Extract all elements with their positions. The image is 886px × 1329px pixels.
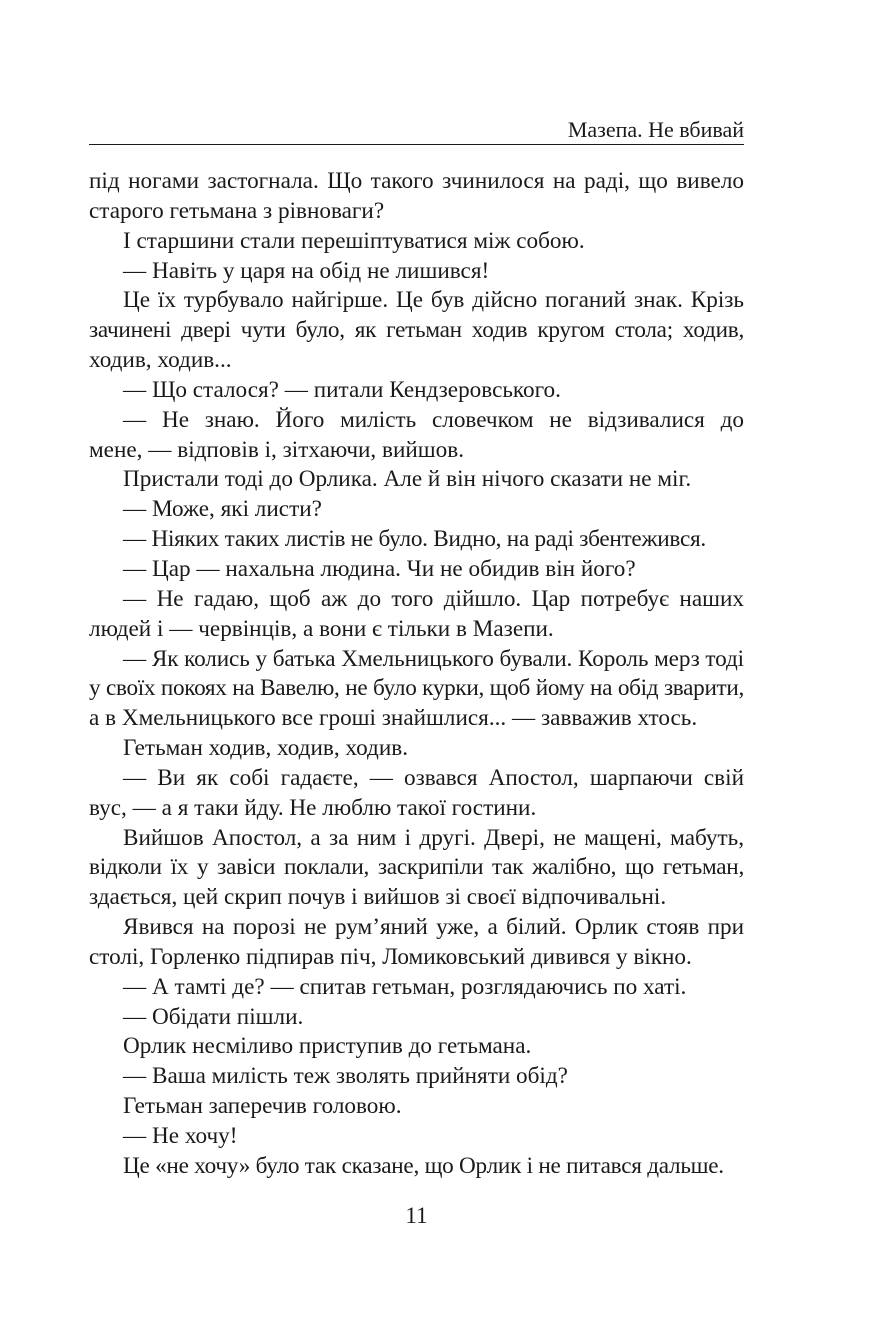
paragraph-line: людей і — червінців, а вони є тільки в Мазепи. bbox=[89, 615, 554, 642]
paragraph-line: мене, — відповів і, зітхаючи, вийшов. bbox=[89, 436, 464, 463]
paragraph-line: у своїх покоях на Вавелю, не було курки, щоб йому на обід зварити, bbox=[89, 675, 744, 702]
paragraph-line: — А тамті де? — спитав гетьман, розглядаючись по хаті. bbox=[123, 973, 687, 1000]
body-text bbox=[89, 167, 744, 1182]
paragraph-line: — Обідати пішли. bbox=[123, 1003, 304, 1030]
paragraph-line: — Цар — нахальна людина. Чи не обидив він його? bbox=[123, 555, 636, 582]
header-rule bbox=[89, 144, 744, 145]
paragraph-line: Орлик несміливо приступив до гетьмана. bbox=[123, 1033, 532, 1060]
paragraph-line: ходив, ходив... bbox=[89, 347, 232, 374]
paragraph-line: Пристали тоді до Орлика. Але й він нічого сказати не міг. bbox=[123, 466, 692, 493]
paragraph-line: — Не гадаю, щоб аж до того дійшло. Цар потребує наших bbox=[123, 585, 744, 612]
paragraph-line: І старшини стали перешіптуватися між собою. bbox=[123, 227, 585, 254]
paragraph-line: старого гетьмана з рівноваги? bbox=[89, 197, 385, 224]
paragraph-line: Гетьман заперечив головою. bbox=[123, 1093, 402, 1120]
paragraph-line: Явився на порозі не рум’яний уже, а білий. Орлик стояв при bbox=[123, 914, 744, 941]
paragraph-line: Гетьман ходив, ходив, ходив. bbox=[123, 735, 409, 762]
paragraph-line: — Ніяких таких листів не було. Видно, на раді збентежився. bbox=[123, 526, 706, 553]
paragraph-line: вус, — а я таки йду. Не люблю такої гостини. bbox=[89, 794, 537, 821]
paragraph-line: відколи їх у завіси поклали, заскрипіли так жалібно, що гетьман, bbox=[89, 854, 744, 881]
page-number: 11 bbox=[405, 1203, 428, 1228]
paragraph-line: — Не знаю. Його милість словечком не відзивалися до bbox=[123, 406, 744, 433]
paragraph-line: Це «не хочу» було так сказане, що Орлик і не питався дальше. bbox=[123, 1152, 724, 1179]
running-title: Мазепа. Не вбивай bbox=[567, 117, 744, 142]
paragraph-line: зачинені двері чути було, як гетьман ходив кругом стола; ходив, bbox=[89, 317, 744, 344]
paragraph-line: а в Хмельницького все гроші знайшлися... — завважив хтось. bbox=[89, 705, 698, 732]
paragraph-line: — Що сталося? — питали Кендзеровського. bbox=[123, 376, 561, 403]
paragraph-line: — Не хочу! bbox=[123, 1123, 238, 1149]
paragraph-line: — Як колись у батька Хмельницького бували. Король мерз тоді bbox=[123, 645, 744, 672]
paragraph-line: здається, цей скрип почув і вийшов зі своєї відпочивальні. bbox=[89, 884, 667, 911]
paragraph-line: столі, Горленко підпирав піч, Ломиковський дивився у вікно. bbox=[89, 943, 692, 970]
paragraph-line: Це їх турбувало найгірше. Це був дійсно поганий знак. Крізь bbox=[123, 287, 744, 314]
paragraph-line: — Навіть у царя на обід не лишився! bbox=[123, 257, 490, 284]
paragraph-line: — Ваша милість теж зволять прийняти обід? bbox=[123, 1063, 568, 1090]
paragraph-line: — Ви як собі гадаєте, — озвався Апостол, шарпаючи свій bbox=[123, 764, 744, 791]
paragraph-line: під ногами застогнала. Що такого зчинилося на раді, що вивело bbox=[89, 168, 744, 194]
paragraph-line: Вийшов Апостол, а за ним і другі. Двері, не мащені, мабуть, bbox=[123, 824, 744, 851]
paragraph-line: — Може, які листи? bbox=[123, 496, 322, 523]
